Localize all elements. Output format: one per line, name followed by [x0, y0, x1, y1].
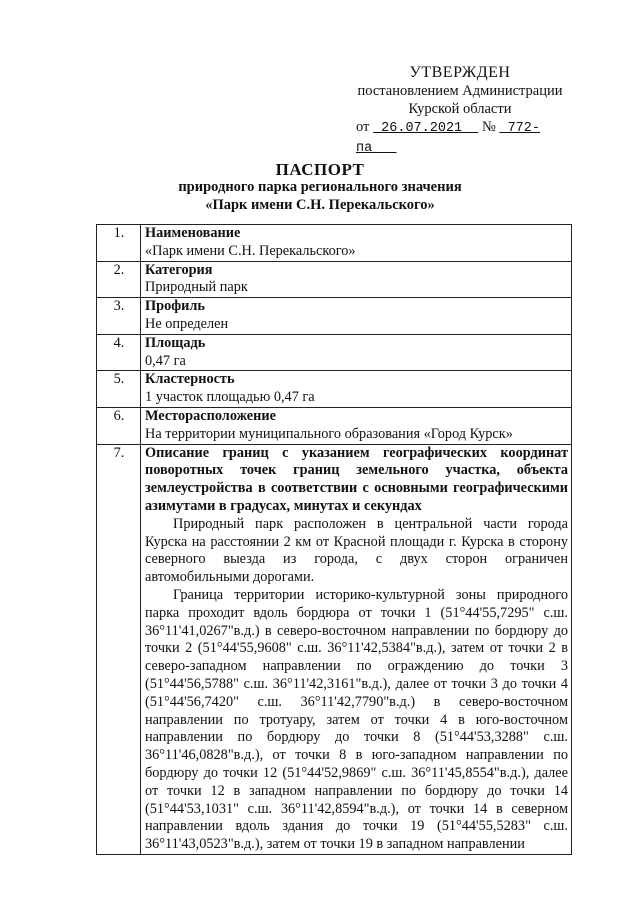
document-title: ПАСПОРТ — [275, 160, 365, 179]
row-number: 2. — [97, 261, 141, 298]
row-value: 1 участок площадью 0,47 га — [145, 389, 315, 406]
row-number: 5. — [97, 371, 141, 408]
approval-line-2: Курской области — [408, 101, 512, 117]
row-label: Профиль — [145, 298, 205, 315]
table-row — [97, 298, 572, 335]
row-content — [141, 444, 572, 854]
row-number: 1. — [97, 225, 141, 262]
number-prefix: № — [481, 119, 496, 135]
passport-table — [96, 224, 572, 855]
row-value: Не определен — [145, 315, 229, 332]
table-row — [97, 261, 572, 298]
table-row — [97, 444, 572, 854]
row-content — [141, 298, 572, 335]
row-label: Описание границ с указанием географических координат поворотных точек границ земельного участка, объекта землеустройства в соответствии с основными географическими азимутами в градусах, минутах и секундах — [145, 444, 568, 514]
date-prefix: от — [356, 119, 370, 135]
table-row — [97, 371, 572, 408]
row-label: Категория — [145, 261, 213, 278]
row-number: 7. — [97, 444, 141, 854]
row-value: 0,47 га — [145, 352, 186, 369]
document-subtitle: природного парка регионального значения — [178, 179, 462, 195]
row-label: Площадь — [145, 334, 206, 351]
row-label: Месторасположение — [145, 407, 276, 424]
approval-date: 26.07.2021 — [381, 121, 463, 136]
row-content — [141, 371, 572, 408]
row-value: На территории муниципального образования «Город Курск» — [145, 425, 513, 442]
row-label: Наименование — [145, 225, 241, 241]
table-row — [97, 334, 572, 371]
park-name-title: «Парк имени С.Н. Перекальского» — [205, 197, 435, 213]
row-number: 3. — [97, 298, 141, 335]
approval-block — [340, 64, 580, 158]
boundary-paragraph-2: Граница территории историко-культурной зоны природного парка проходит вдоль бордюра от точки 1 (51°44'55,7295" с.ш. 36°11'41,0267"в.д.) в северо-восточном направлении по бордюру до точки 2 (51°44'55,9608" с.ш. 36°11'42,5384"в.д.), затем от точки 2 в северо-западном направлении по ограждению до точки 3 (51°44'56,5788" с.ш. 36°11'42,3161"в.д.), далее от точки 3 до точки 4 (51°44'56,7420" с.ш. 36°11'42,7790"в.д.) в северо-восточном направлении по тротуару, затем от точки 4 в юго-восточном направлении по бордюру до точки 8 (51°44'53,3288" с.ш. 36°11'46,0828"в.д.), от точки 8 в юго-западном направлении по бордюру до точки 12 (51°44'52,9869" с.ш. 36°11'45,8554"в.д.), далее от точки 12 в западном направлении по бордюру до точки 14 (51°44'53,1031" с.ш. 36°11'42,8594"в.д.), от точки 14 в северном направлении вдоль здания до точки 19 (51°44'55,5283" с.ш. 36°11'43,0523"в.д.), затем от точки 19 в западном направлении — [145, 586, 568, 853]
row-content — [141, 225, 572, 262]
row-content — [141, 407, 572, 444]
row-content — [141, 261, 572, 298]
approval-line-1: постановлением Администрации — [357, 83, 563, 99]
row-label: Кластерность — [145, 371, 235, 388]
approval-heading: УТВЕРЖДЕН — [409, 64, 511, 81]
row-number: 6. — [97, 407, 141, 444]
row-content — [141, 334, 572, 371]
row-number: 4. — [97, 334, 141, 371]
boundary-paragraph-1: Природный парк расположен в центральной части города Курска на расстоянии 2 км от Красной площади г. Курска в сторону северного выезда из города, с двух сторон ограничен автомобильными дорогами. — [145, 515, 568, 586]
table-row — [97, 407, 572, 444]
approval-number: 772-па — [356, 121, 540, 156]
row-value: Природный парк — [145, 279, 248, 296]
table-row — [97, 225, 572, 262]
row-value: «Парк имени С.Н. Перекальского» — [145, 242, 356, 259]
approval-dateline — [340, 118, 580, 158]
